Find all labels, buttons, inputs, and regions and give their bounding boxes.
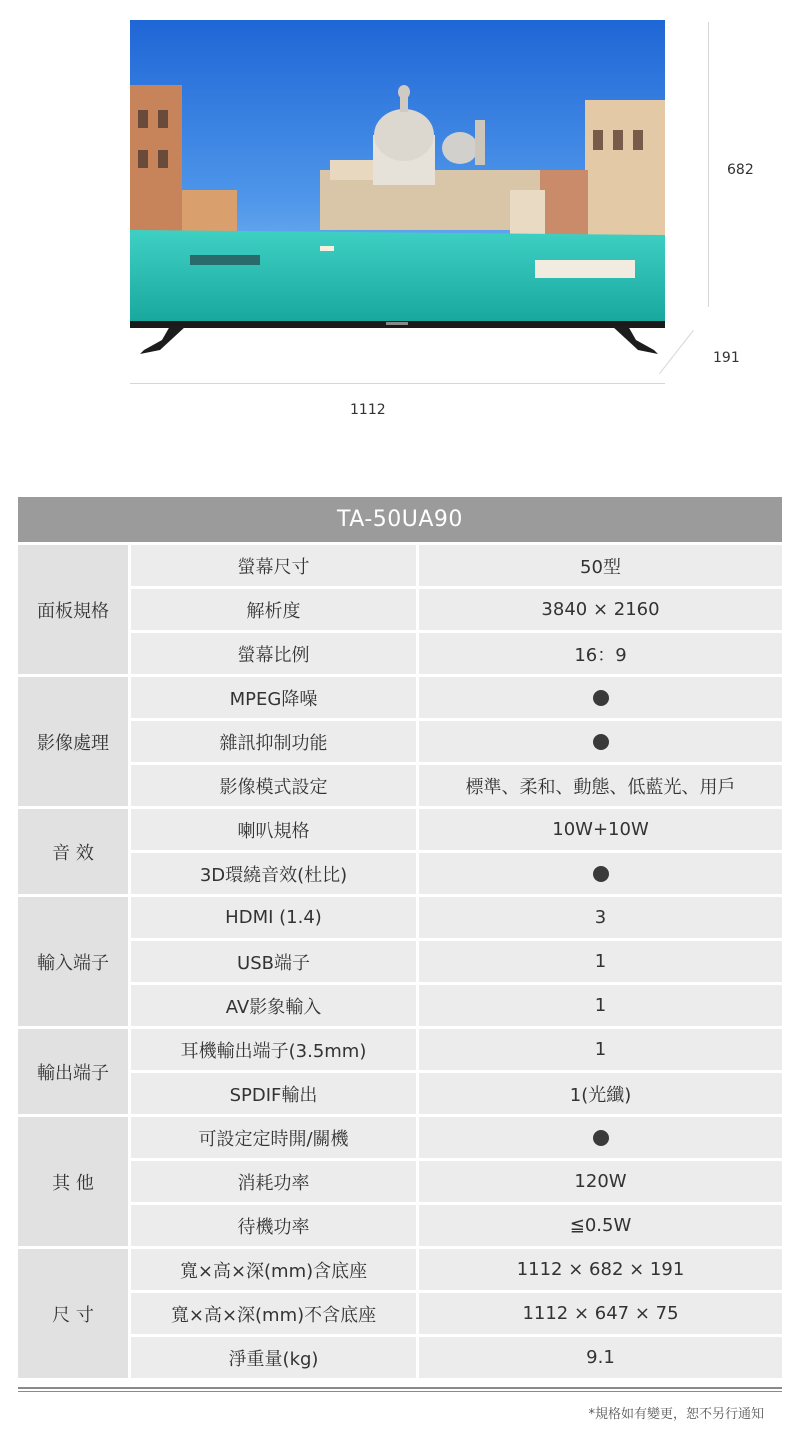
spec-group-label: 影像處理 (18, 677, 128, 806)
spec-row-value: 120W (419, 1161, 782, 1202)
spec-row-value: 50型 (419, 545, 782, 586)
spec-row (131, 1293, 782, 1334)
bottom-divider (18, 1387, 782, 1392)
spec-row-value: 1 (419, 1029, 782, 1070)
spec-row (131, 1073, 782, 1114)
spec-group-label: 音 效 (18, 809, 128, 894)
spec-row-value (419, 677, 782, 718)
spec-row-label: 喇叭規格 (131, 809, 416, 850)
tv-screen-image (130, 20, 665, 321)
spec-row (131, 1161, 782, 1202)
spec-row-value: 1112 × 682 × 191 (419, 1249, 782, 1290)
spec-row-label: 3D環繞音效(杜比) (131, 853, 416, 894)
spec-row (131, 1205, 782, 1246)
spec-row-value: 1112 × 647 × 75 (419, 1293, 782, 1334)
spec-group (18, 809, 782, 894)
spec-group-rows (131, 809, 782, 894)
spec-group-rows (131, 1029, 782, 1114)
spec-group-label: 其 他 (18, 1117, 128, 1246)
spec-group (18, 1117, 782, 1246)
spec-row-value: 1(光纖) (419, 1073, 782, 1114)
spec-row-label: 耳機輸出端子(3.5mm) (131, 1029, 416, 1070)
spec-group (18, 897, 782, 1026)
spec-row-value: 10W+10W (419, 809, 782, 850)
spec-table (18, 497, 782, 1378)
depth-dimension-label: 191 (713, 350, 740, 366)
spec-row-value (419, 721, 782, 762)
spec-row (131, 1249, 782, 1290)
spec-row (131, 809, 782, 850)
spec-row-value: 16：9 (419, 633, 782, 674)
spec-row-value: 1 (419, 985, 782, 1026)
spec-group-label: 輸入端子 (18, 897, 128, 1026)
spec-row (131, 897, 782, 938)
height-dimension-label: 682 (727, 162, 754, 178)
venice-landscape-image (130, 20, 665, 321)
spec-row-label: HDMI (1.4) (131, 897, 416, 938)
spec-row-label: MPEG降噪 (131, 677, 416, 718)
spec-table-title: TA-50UA90 (18, 497, 782, 542)
spec-group-rows (131, 677, 782, 806)
spec-group-label: 面板規格 (18, 545, 128, 674)
spec-row-label: 螢幕比例 (131, 633, 416, 674)
depth-dimension-line (659, 330, 694, 374)
spec-row-label: 螢幕尺寸 (131, 545, 416, 586)
spec-row-label: 淨重量(kg) (131, 1337, 416, 1378)
tv-brand-logo (386, 322, 408, 325)
spec-group-label: 輸出端子 (18, 1029, 128, 1114)
spec-row-value: 標準、柔和、動態、低藍光、用戶 (419, 765, 782, 806)
spec-row-value: 3840 × 2160 (419, 589, 782, 630)
spec-row (131, 545, 782, 586)
footnote: *規格如有變更，恕不另行通知 (588, 1407, 764, 1422)
spec-groups (18, 545, 782, 1378)
spec-group-rows (131, 1117, 782, 1246)
spec-row (131, 677, 782, 718)
spec-row (131, 941, 782, 982)
tv-illustration (0, 0, 800, 440)
spec-row (131, 721, 782, 762)
spec-row-label: 消耗功率 (131, 1161, 416, 1202)
spec-row-label: USB端子 (131, 941, 416, 982)
spec-group (18, 677, 782, 806)
spec-row-label: AV影象輸入 (131, 985, 416, 1026)
supported-dot-icon (593, 866, 609, 882)
spec-row-label: 影像模式設定 (131, 765, 416, 806)
width-dimension-line (130, 383, 665, 384)
spec-row-value: 9.1 (419, 1337, 782, 1378)
spec-row (131, 589, 782, 630)
spec-row (131, 1029, 782, 1070)
supported-dot-icon (593, 690, 609, 706)
spec-row-label: 寬×高×深(mm)含底座 (131, 1249, 416, 1290)
spec-row (131, 853, 782, 894)
spec-row (131, 633, 782, 674)
spec-group-rows (131, 897, 782, 1026)
spec-row (131, 765, 782, 806)
height-dimension-line (708, 22, 709, 307)
supported-dot-icon (593, 1130, 609, 1146)
spec-row (131, 985, 782, 1026)
spec-row-label: 解析度 (131, 589, 416, 630)
tv-stand-right (598, 326, 658, 356)
spec-row-value (419, 853, 782, 894)
spec-row-value (419, 1117, 782, 1158)
spec-row-value: ≦0.5W (419, 1205, 782, 1246)
spec-row-value: 1 (419, 941, 782, 982)
spec-row-label: 待機功率 (131, 1205, 416, 1246)
spec-group-rows (131, 545, 782, 674)
spec-row-label: 可設定定時開/關機 (131, 1117, 416, 1158)
spec-row (131, 1337, 782, 1378)
width-dimension-label: 1112 (350, 402, 386, 418)
spec-group-rows (131, 1249, 782, 1378)
spec-row-label: 寬×高×深(mm)不含底座 (131, 1293, 416, 1334)
spec-row-label: 雜訊抑制功能 (131, 721, 416, 762)
spec-row (131, 1117, 782, 1158)
spec-row-label: SPDIF輸出 (131, 1073, 416, 1114)
spec-group (18, 1249, 782, 1378)
spec-group-label: 尺 寸 (18, 1249, 128, 1378)
spec-group (18, 545, 782, 674)
supported-dot-icon (593, 734, 609, 750)
spec-group (18, 1029, 782, 1114)
spec-row-value: 3 (419, 897, 782, 938)
tv-stand-left (140, 326, 200, 356)
